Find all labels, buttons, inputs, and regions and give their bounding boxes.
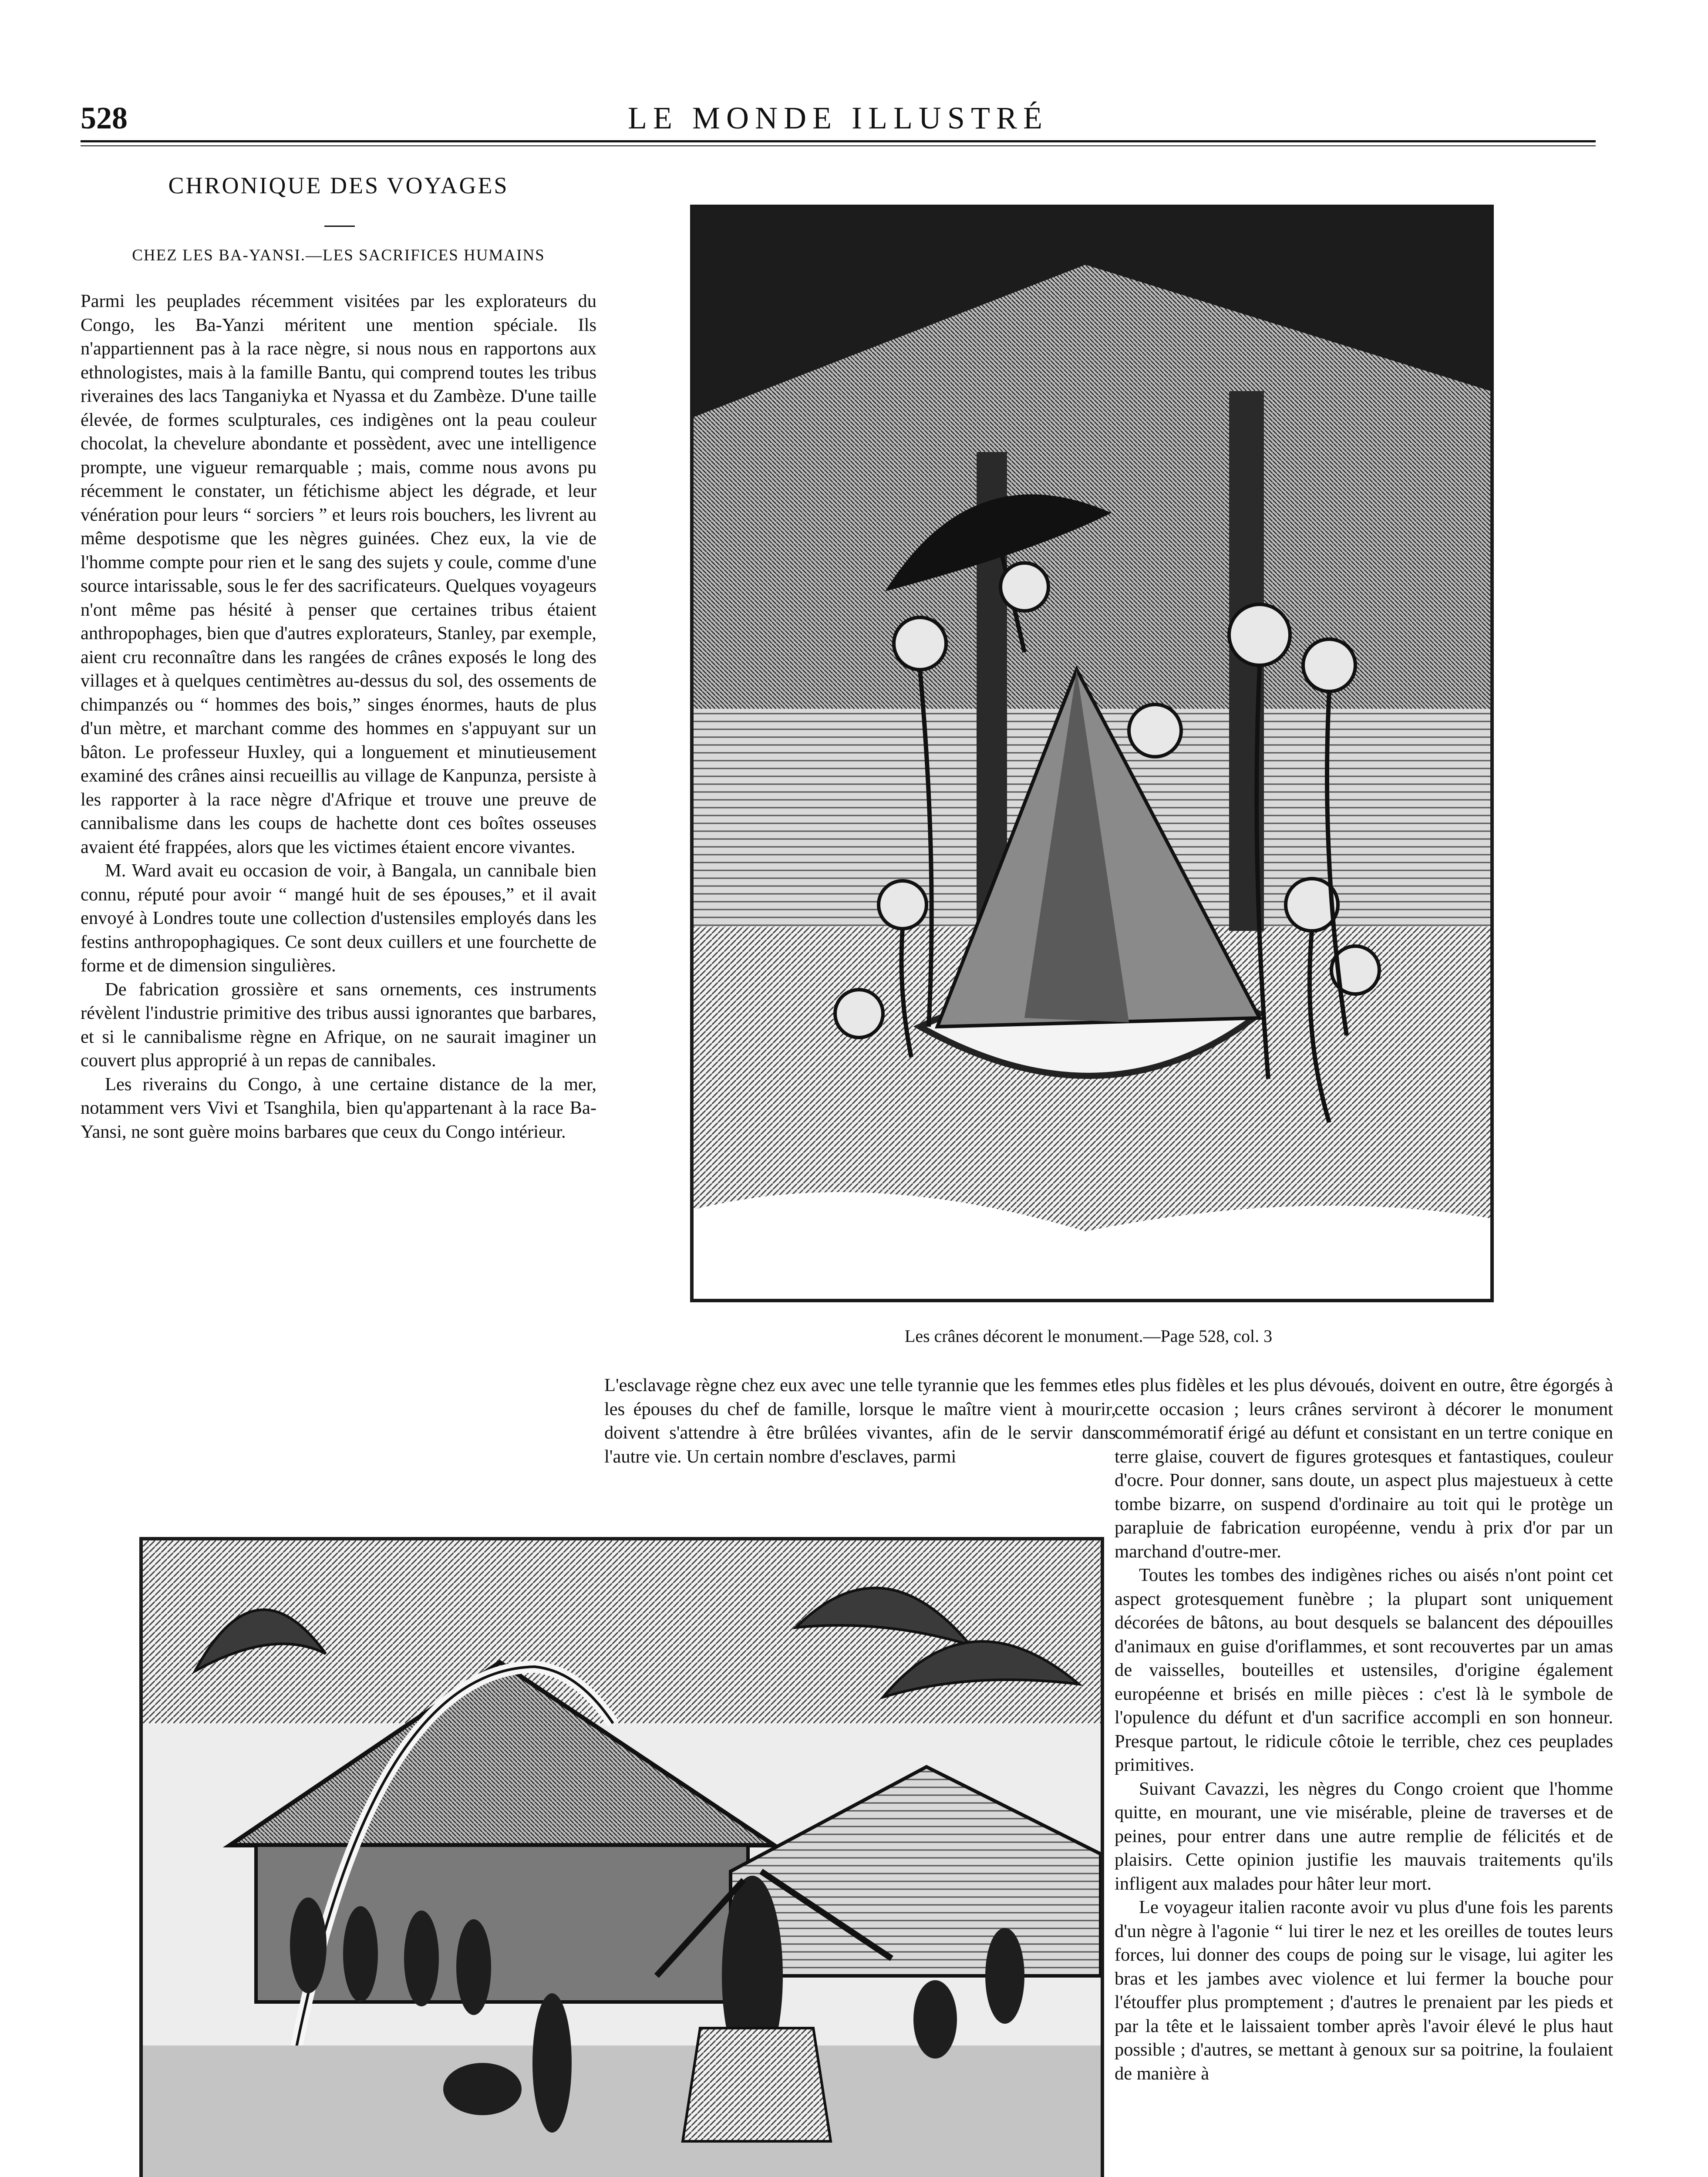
journal-title: LE MONDE ILLUSTRÉ bbox=[628, 101, 1048, 135]
paragraph: Le voyageur italien raconte avoir vu plus d'une fois les parents d'un nègre à l'agonie “ lui tirer le nez et les oreilles de toutes leurs forces, lui donner des coups de poing sur le visage, lui agiter les bras et les jambes avec violence et lui fermer la bouche pour l'étouffer plus promptement ; d'autres le prenaient par les pieds et par la tête et le laissaient tomber après l'avoir élevé le plus haut possible ; d'autres, se mettant à genoux sur sa poitrine, la foulaient de manière à bbox=[1115, 1897, 1613, 2084]
header-rule bbox=[81, 140, 1596, 142]
article-subheading: CHEZ LES BA-YANSI.—LES SACRIFICES HUMAINS bbox=[132, 246, 545, 264]
execution-illustration bbox=[139, 1537, 1104, 2177]
tomb-engraving bbox=[694, 208, 1490, 1299]
paragraph: Parmi les peuplades récemment visitées par les explorateurs du Congo, les Ba-Yanzi méritent une mention spéciale. Ils n'appartiennent pas à la race nègre, si nous nous en rapportons aux ethnologistes, mais à la famille Bantu, qui comprend toutes les tribus riveraines des lacs Tanganiyka et Nyassa et du Zambèze. D'une taille élevée, de formes sculpturales, ces indigènes ont la peau couleur chocolat, la chevelure abondante et possèdent, avec une intelligence prompte, une vigueur remarquable ; mais, comme nous avons pu récemment le constater, un fétichisme abject les dégrade, et leur vénération pour leurs “ sorciers ” et leurs rois bouchers, les livrent au même despotisme que les nègres guinées. Chez eux, la vie de l'homme compte pour rien et le sang des sujets y coule, comme d'une source intarissable, sous le fer des sacrificateurs. Quelques voyageurs n'ont même pas hésité à penser que certaines tribus étaient anthropophages, bien que d'autres explorateurs, Stanley, par exemple, aient cru reconnaître dans les rangées de crânes exposés le long des villages et à quelques centimètres au-dessus du sol, des ossements de chimpanzés ou “ hommes des bois,” singes énormes, hauts de plus d'un mètre, et marchant comme des hommes en s'appuyant sur un bâton. Le professeur Huxley, qui a longuement et minutieusement examiné des crânes ainsi recueillis au village de Kanpunza, persiste à les rapporter à la race nègre d'Afrique et trouve une preuve de cannibalisme dans les coups de hachette dont ces boîtes osseuses avaient été frappées, alors que les victimes étaient encore vivantes. bbox=[81, 291, 596, 857]
section-title: CHRONIQUE DES VOYAGES bbox=[168, 172, 509, 199]
paragraph: Les riverains du Congo, à une certaine distance de la mer, notamment vers Vivi et Tsanghila, bien qu'appartenant à la race Ba-Yansi, ne sont guère moins barbares que ceux du Congo intérieur. bbox=[81, 1074, 596, 1142]
paragraph: Toutes les tombes des indigènes riches ou aisés n'ont point cet aspect grotesquement funèbre ; la plupart sont uniquement décorées de bâtons, au bout desquels se balancent des dépouilles d'animaux en guise d'oriflammes, et sont recouvertes par un amas de vaisselles, bouteilles et ustensiles, d'origine également européenne et brisés en mille pièces : c'est là le symbole de l'opulence du défunt et d'un sacrifice accompli en son honneur. Presque partout, le ridicule côtoie le terrible, chez ces peuplades primitives. bbox=[1115, 1565, 1613, 1775]
text-column-1 bbox=[81, 290, 596, 1144]
tomb-caption: Les crânes décorent le monument.—Page 528, col. 3 bbox=[904, 1326, 1273, 1346]
paragraph: Suivant Cavazzi, les nègres du Congo croient que l'homme quitte, en mourant, une vie misérable, pleine de traverses et de peines, pour entrer dans une autre remplie de félicités et de plaisirs. Cette opinion justifie les mauvais traitements qu'ils infligent aux malades pour hâter leur mort. bbox=[1115, 1778, 1613, 1894]
paragraph: M. Ward avait eu occasion de voir, à Bangala, un cannibale bien connu, réputé pour avoir “ mangé huit de ses épouses,” et il avait envoyé à Londres toute une collection d'ustensiles employés dans les festins anthropophagiques. Ce sont deux cuillers et une fourchette de forme et de dimension singulières. bbox=[81, 860, 596, 976]
header-rule-thin bbox=[81, 145, 1596, 146]
paragraph: les plus fidèles et les plus dévoués, doivent en outre, être égorgés à cette occasion ; leurs crânes serviront à décorer le monument commémoratif érigé au défunt et consistant en un tertre conique en terre glaise, couvert de figures grotesques et fantastiques, couleur d'ocre. Pour donner, sans doute, un aspect plus majestueux à cette tombe bizarre, on suspend d'ordinaire au toit qui le protège un parapluie de fabrication européenne, vendu à prix d'or par un marchand d'outre-mer. bbox=[1115, 1375, 1613, 1562]
page-number: 528 bbox=[81, 101, 128, 135]
paragraph: De fabrication grossière et sans ornements, ces instruments révèlent l'industrie primitive des tribus aussi ignorantes que barbares, et si le cannibalisme règne en Afrique, on ne saurait imaginer un couvert plus approprié à un repas de cannibales. bbox=[81, 979, 596, 1071]
text-column-3 bbox=[1115, 1374, 1613, 2086]
text-column-2 bbox=[604, 1374, 1116, 1469]
paragraph: L'esclavage règne chez eux avec une telle tyrannie que les femmes et les épouses du chef de famille, lorsque le maître vient à mourir, doivent s'attendre à être brûlées vivantes, afin de le servir dans l'autre vie. Un certain nombre d'esclaves, parmi bbox=[604, 1375, 1116, 1467]
execution-engraving bbox=[143, 1540, 1101, 2177]
tomb-illustration bbox=[690, 205, 1494, 1302]
running-head bbox=[81, 100, 1596, 139]
title-divider bbox=[324, 226, 355, 227]
